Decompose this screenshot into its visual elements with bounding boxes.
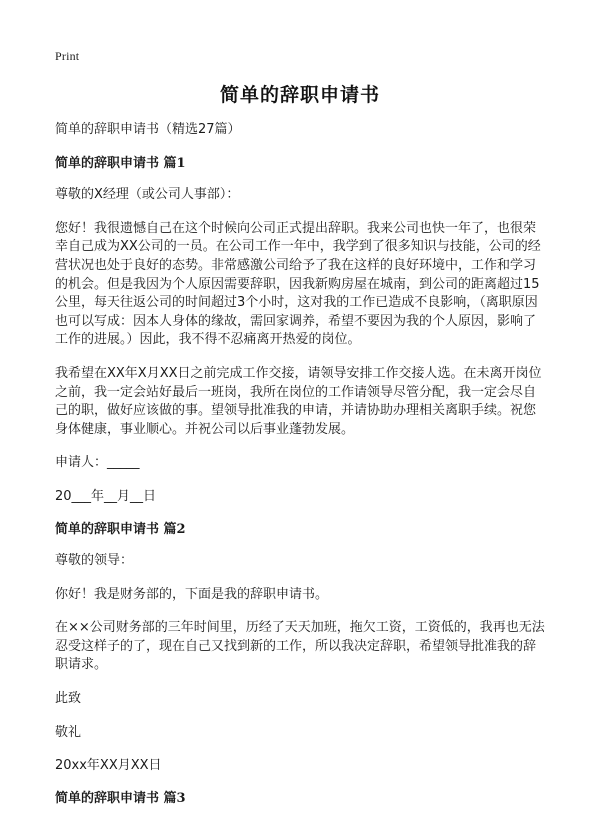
closing-line-2: 敬礼 [55, 724, 82, 740]
paragraph-1-2: 我希望在XX年X月XX日之前完成工作交接，请领导安排工作交接人选。在未离开岗位之前，我一定会站好最后一班岗，我所在岗位的工作请领导尽管分配，我一定会尽自己的职，做好应该做的事。望领导批准我的申请，并请协助办理相关离职手续。祝您身体健康，事业顺心。并祝公司以后事业蓬勃发展。 [55, 365, 542, 437]
date-line-1: 20___年__月__日 [55, 488, 157, 504]
applicant-line: 申请人：_____ [55, 455, 140, 471]
paragraph-2-1: 在××公司财务部的三年时间里，历经了天天加班，拖欠工资，工资低的，我再也无法忍受这样子的了，现在自己又找到新的工作，所以我决定辞职，希望领导批准我的辞职请求。 [55, 620, 545, 673]
greeting-2: 你好！我是财务部的，下面是我的辞职申请书。 [55, 586, 329, 602]
document-subtitle: 简单的辞职申请书（精选27篇） [55, 122, 241, 137]
salutation-2: 尊敬的领导： [55, 553, 134, 569]
document-body [55, 121, 547, 821]
date-line-2: 20xx年XX月XX日 [55, 758, 162, 774]
page-title: 简单的辞职申请书 [219, 84, 380, 106]
closing-line-1: 此致 [55, 691, 82, 707]
section-heading-1: 简单的辞职申请书 篇1 [55, 155, 186, 171]
section-heading-2: 简单的辞职申请书 篇2 [55, 521, 186, 537]
paragraph-1-1: 您好！我很遗憾自己在这个时候向公司正式提出辞职。我来公司也快一年了，也很荣幸自己成为XX公司的一员。在公司工作一年中，我学到了很多知识与技能，公司的经营状况也处于良好的态势。非常感激公司给予了我在这样的良好环境中，工作和学习的机会。但是我因为个人原因需要辞职，因我新购房屋在城南，到公司的距离超过15公里，每天往返公司的时间超过3个小时，这对我的工作已造成不良影响，（离职原因也可以写成：因本人身体的缘故，需回家调养，希望不要因为我的个人原因，影响了工作的进展。）因此，我不得不忍痛离开热爱的岗位。 [55, 220, 541, 348]
print-link[interactable]: Print [55, 49, 80, 63]
salutation-1: 尊敬的X经理（或公司人事部）： [55, 187, 240, 203]
section-heading-3: 简单的辞职申请书 篇3 [55, 790, 186, 806]
